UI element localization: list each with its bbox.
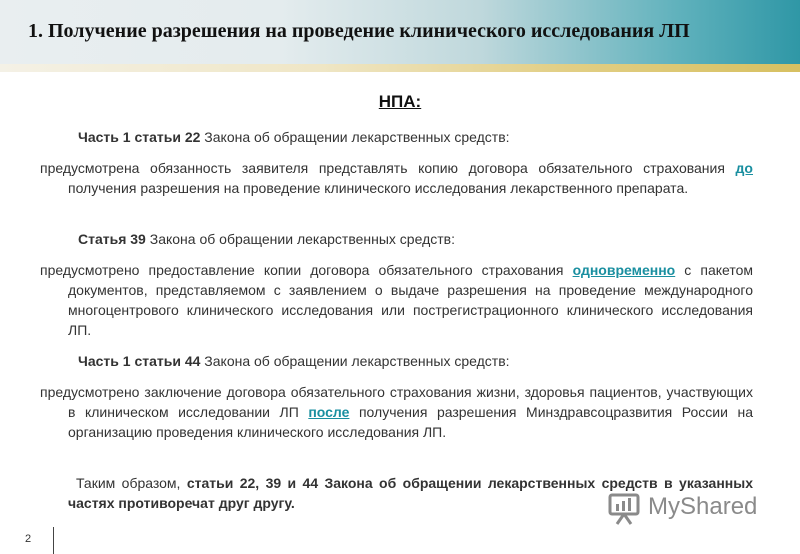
block1-text-after: получения разрешения на проведение клинического исследования лекарственного препарата. [68,180,689,196]
block3-highlight-link[interactable]: после [308,404,350,420]
block2-heading-rest: Закона об обращении лекарственных средств: [145,231,455,247]
block3-heading [78,351,510,371]
watermark-text: MyShared [648,493,758,520]
slide-header [0,0,800,72]
block2-highlight-link[interactable]: одновременно [572,262,676,278]
watermark-logo [608,492,778,526]
block2-heading [78,229,455,249]
block2-paragraph [40,260,754,340]
block1-heading-bold: Часть 1 статьи 22 [78,129,201,145]
conclusion-text-before: Таким образом, [76,475,187,491]
conclusion-bold: статьи 22, 39 и 44 Закона об обращении лекарственных средств в указанных частях противоречат друг другу. [68,475,753,511]
presentation-board-icon [608,492,642,526]
page-number: 2 [25,533,32,545]
block2-text-after: с пакетом документов, представляемом с заявлением о выдаче разрешения на проведение международного многоцентрового клинического исследования или пострегистрационного клинического исследования ЛП. [68,262,754,338]
block3-text-after: получения разрешения Минздравсоцразвития России на организацию проведения клинического исследования ЛП. [68,404,753,440]
header-gold-line [0,64,800,72]
block1-text-before: предусмотрена обязанность заявителя представлять копию договора обязательного страхования [40,160,736,176]
block2-text-before: предусмотрено предоставление копии договора обязательного страхования [40,262,573,278]
block1-paragraph [40,158,753,198]
footer-divider [53,527,54,554]
block3-paragraph [40,382,753,442]
block3-text-before: предусмотрено заключение договора обязательного страхования жизни, здоровья пациентов, участвующих в клиническом исследовании ЛП [40,384,753,420]
block1-heading [78,127,510,147]
block2-heading-bold: Статья 39 [78,231,146,247]
block1-heading-rest: Закона об обращении лекарственных средств: [200,129,510,145]
block3-heading-bold: Часть 1 статьи 44 [78,353,201,369]
block3-heading-rest: Закона об обращении лекарственных средств: [200,353,510,369]
npa-title: НПА: [378,92,422,111]
block1-highlight-link[interactable]: до [735,160,753,176]
slide-title: 1. Получение разрешения на проведение клинического исследования ЛП [28,20,690,42]
